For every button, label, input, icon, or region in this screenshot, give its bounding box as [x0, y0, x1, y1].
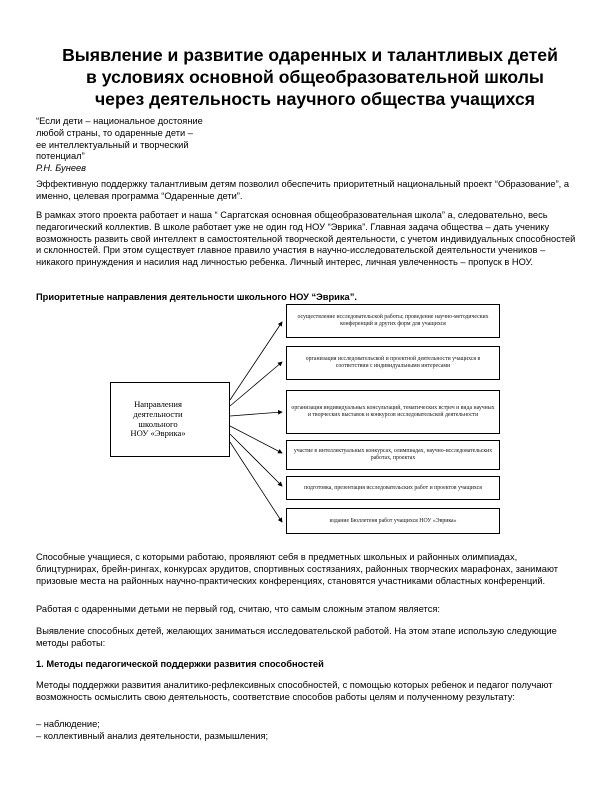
paragraph-identification: Выявление способных детей, желающих заниматься исследовательской работой. На этом этапе использую следующие методы работы:	[36, 626, 557, 648]
center-line: деятельности	[133, 408, 183, 419]
center-line: НОУ «Эврика»	[130, 428, 186, 439]
diagram-center-box	[110, 382, 230, 457]
epigraph-line: “Если дети – национальное достояние	[36, 116, 203, 126]
page-title	[40, 44, 580, 110]
diagram-box-3: организация индивидуальных консультаций, тематических встреч и вида научных и творческих выставок и конкурсов исследовательской деятельности	[286, 390, 500, 434]
title-line-2: в условиях основной общеобразовательной школы	[86, 67, 544, 87]
diagram-box-4: участие в интеллектуальных конкурсах, олимпиадах, научно-исследовательских работах, проектах	[286, 440, 500, 470]
arrow-2	[230, 362, 282, 406]
epigraph-line: ее интеллектуальный и творческий	[36, 139, 189, 150]
diagram-box-6: издание Бюллетеня работ учащихся НОУ «Эврика»	[286, 508, 500, 534]
methods-list	[36, 719, 581, 743]
epigraph-line: любой страны, то одаренные дети –	[36, 127, 193, 138]
paragraph-achievements: Способные учащиеся, с которыми работаю, проявляют себя в предметных школьных и районных олимпиадах, блицтурнирах, брейн-рингах, конкурсах эрудитов, спортивных состязаниях, районных творческих марафонах, занимают призовые места на районных научно-практических конференциях, становятся участниками областных конференций.	[36, 552, 558, 586]
title-line-3: через деятельность научного общества учащихся	[94, 89, 536, 109]
diagram-box-5: подготовка, презентация исследовательских работ и проектов учащихся	[286, 476, 500, 500]
diagram-box-2: организация исследовательской и проектной деятельности учащихся в соответствии с индивидуальными интересами	[286, 346, 500, 380]
arrow-6	[230, 442, 282, 522]
directions-diagram	[110, 300, 510, 542]
title-line-1: Выявление и развитие одаренных и талантливых детей	[62, 45, 558, 65]
section-heading-directions: Приоритетные направления деятельности школьного НОУ “Эврика”.	[36, 292, 357, 302]
arrow-4	[230, 426, 282, 453]
diagram-box-1: осуществление исследовательской работы; проведение научно-методических конференций и других форм для учащихся	[286, 304, 500, 338]
epigraph-line: потенциал”	[36, 151, 85, 162]
center-line: Направления	[134, 398, 182, 409]
list-item: – наблюдение;	[36, 719, 100, 729]
arrow-1	[230, 322, 282, 400]
paragraph-project: В рамках этого проекта работает и наша “ Саргатская основная общеобразовательная школа” а, следовательно, весь педагогический коллектив. В школе работает уже не один год НОУ “Эврика”. Главная задача общества – дать ученику возможность развить свой интеллект в самостоятельной творческой деятельности, с учетом индивидуальных способностей и склонностей. При этом существует главное правило участия в научно-исследовательской деятельности учеников – никакого принуждения и насилия над личностью ребенка. Личный интерес, личная увлеченность – пропуск в НОУ.	[36, 210, 576, 268]
epigraph	[36, 116, 236, 175]
section-heading-methods: 1. Методы педагогической поддержки развития способностей	[36, 659, 324, 669]
arrow-3	[230, 412, 282, 416]
paragraph-methods: Методы поддержки развития аналитико-рефлексивных способностей, с помощью которых ребенок и педагог получают возможность осмыслить свою деятельность, соответствие способов работы целям и полученному результату:	[36, 680, 553, 702]
paragraph-stages: Работая с одаренными детьми не первый год, считаю, что самым сложным этапом является:	[36, 604, 440, 614]
paragraph-intro: Эффективную поддержку талантливым детям позволил обеспечить приоритетный национальный проект “Образование”, а именно, целевая программа “Одаренные дети”.	[36, 179, 570, 201]
epigraph-author: Р.Н. Бунеев	[36, 163, 87, 174]
center-line: школьного	[138, 418, 178, 429]
list-item: – коллективный анализ деятельности, размышления;	[36, 730, 269, 741]
arrow-5	[230, 434, 282, 486]
